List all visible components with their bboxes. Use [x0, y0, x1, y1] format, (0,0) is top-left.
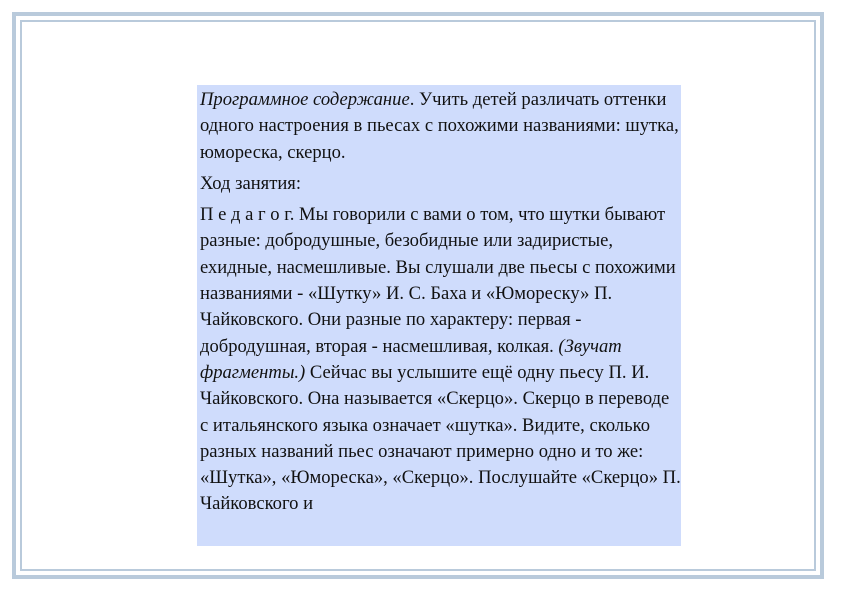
- program-content-heading: Программное содержание: [200, 89, 410, 110]
- lesson-course-heading: Ход занятия:: [200, 172, 302, 194]
- teacher-speech-start: П е д а г о г. Мы говорили с вами о том, что шутки бывают разные: добродушные, безобидные или задиристые, ехидные, насмешливые. Вы слушали две пьесы с похожими названиями - «Шутку» И. С. Баха и «Юмореску» П. Чайковского. Они разные по характеру: первая - добродушная, вторая - насмешливая, колкая.: [200, 204, 676, 357]
- program-content-text: . Учить детей различать оттенки одного настроения в пьесах с похожими названиями: шутка, юмореска, скерцо.: [200, 89, 679, 163]
- teacher-speech-paragraph: [200, 202, 681, 518]
- lesson-text-box: [197, 85, 681, 546]
- program-content-paragraph: [200, 87, 681, 166]
- teacher-speech-end: Сейчас вы услышите ещё одну пьесу П. И. Чайковского. Она называется «Скерцо». Скерцо в переводе с итальянского языка означает «шутка». Видите, сколько разных названий пьес означают примерно одно и то же: «Шутка», «Юмореска», «Скерцо». Послушайте «Скерцо» П. Чайковского и: [200, 361, 681, 515]
- stage-direction: (Звучат фрагменты.): [200, 335, 622, 383]
